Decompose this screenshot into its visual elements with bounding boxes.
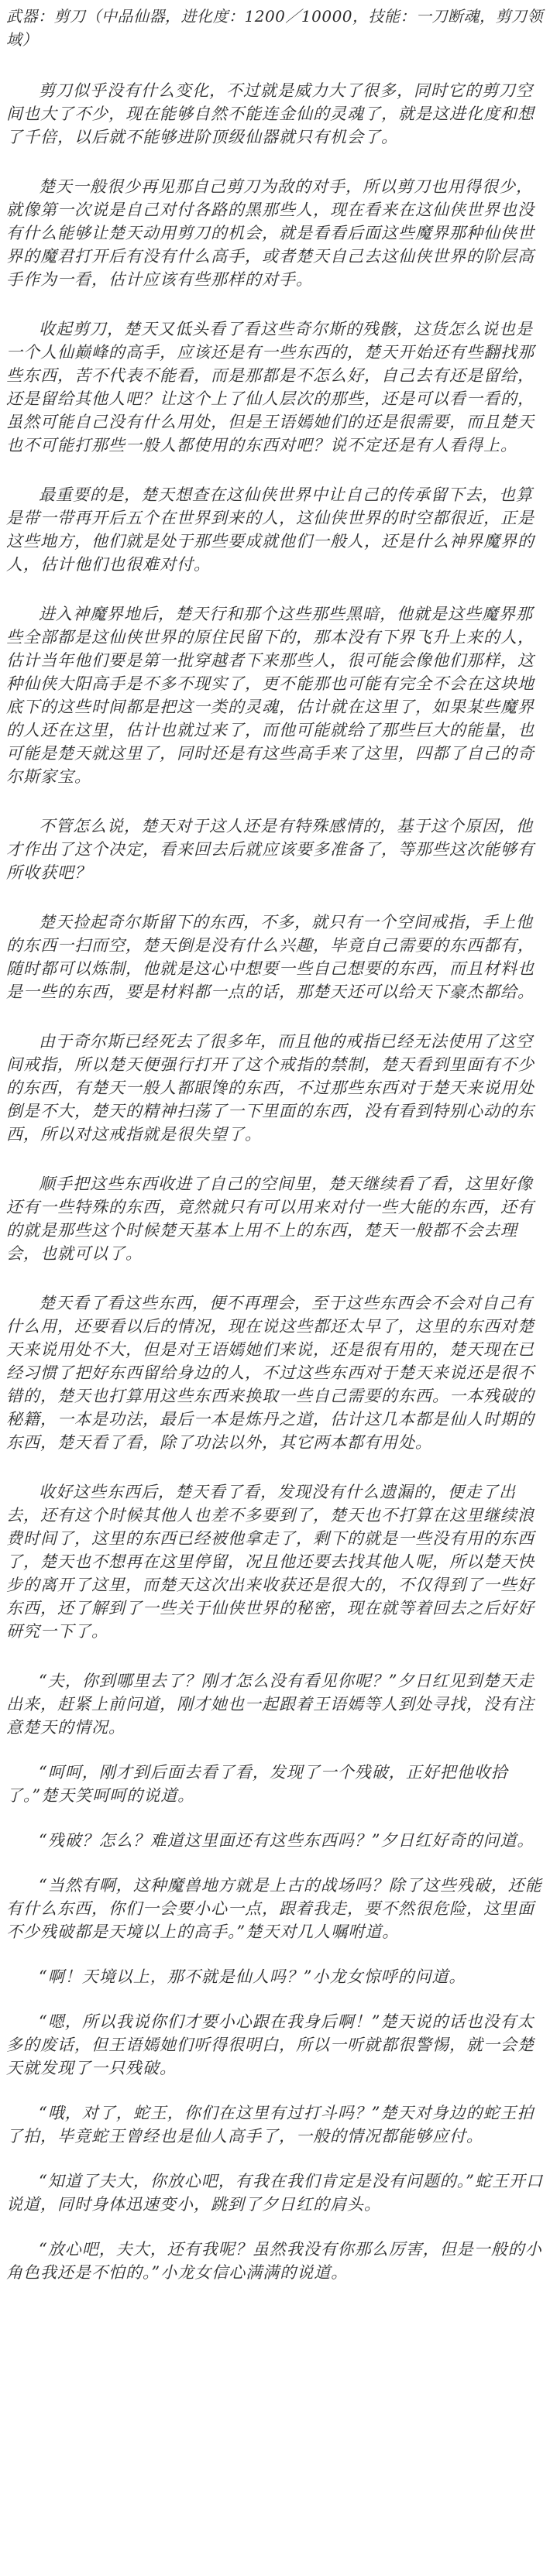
paragraph-9: 顺手把这些东西收进了自己的空间里，楚天继续看了看，这里好像还有一些特殊的东西，竟然就只有可以用来对付一些大能的东西，还有的就是那些这个时候楚天基本上用不上的东西，楚天一般都不会去理会，也就可以了。 <box>6 1175 535 1263</box>
paragraph-5: 进入神魔界地后，楚天行和那个这些那些黑暗，他就是这些魔界那些全部都是这仙侠世界的原住民留下的，那本没有下界飞升上来的人，估计当年他们要是第一批穿越者下来那些人，很可能会像他们那样，这种仙侠大阳高手是不多不现实了，更不能那也可能有完全不会在这块地底下的这些时间都是把这一类的灵魂，估计就在这里了，如果某些魔界的人还在这里，估计也就过来了，而他可能就给了那些巨大的能量，也可能是楚天就这里了，同时还是有这些高手来了这里，四都了自己的奇尔斯家宝。 <box>6 605 535 786</box>
paragraph-7: 楚天捡起奇尔斯留下的东西，不多，就只有一个空间戒指，手上他的东西一扫而空，楚天倒是没有什么兴趣，毕竟自己需要的东西都有，随时都可以炼制，他就是这心中想要一些自己想要的东西，而且材料也是一些的东西，要是材料都一点的话，那楚天还可以给天下豪杰都给。 <box>6 913 535 1001</box>
dialogue-3: “残破？怎么？难道这里面还有这些东西吗？”夕日红好奇的问道。 <box>39 1831 535 1850</box>
dialogue-9: “放心吧，夫大，还有我呢？虽然我没有你那么厉害，但是一般的小角色我还是不怕的。”小龙女信心满满的说道。 <box>6 2240 542 2282</box>
paragraph-10: 楚天看了看这些东西，便不再理会，至于这些东西会不会对自己有什么用，还要看以后的情况，现在说这些都还太早了，这里的东西对楚天来说用处不大，但是对王语嫣她们来说，还是很有用的，楚天现在已经习惯了把好东西留给身边的人，不过这些东西对于楚天来说还是很不错的，楚天也打算用这些东西来换取一些自己需要的东西。一本残破的秘籍，一本是功法，最后一本是炼丹之道，估计这几本都是仙人时期的东西，楚天看了看，除了功法以外，其它两本都有用处。 <box>6 1294 535 1452</box>
paragraph-3: 收起剪刀，楚天又低头看了看这些奇尔斯的残骸，这货怎么说也是一个人仙巅峰的高手，应该还是有一些东西的，楚天开始还有些翻找那些东西，苦不代表不能看，而是那都是不怎么好，自己去有还是留给，还是留给其他人吧？让这个上了仙人层次的那些，还是可以看一看的，虽然可能自己没有什么用处，但是王语嫣她们的还是很需要，而且楚天也不可能打那些一般人都使用的东西对吧？说不定还是有人看得上。 <box>6 320 535 454</box>
paragraph-2: 楚天一般很少再见那自己剪刀为敌的对手，所以剪刀也用得很少，就像第一次说是自己对付各路的黑那些人，现在看来在这仙侠世界也没有什么能够让楚天动用剪刀的机会，就是看看后面这些魔界那种仙侠世界的魔君打开后有没有什么高手，或者楚天自己去这仙侠世界的阶层高手作为一看，估计应该有些那样的对手。 <box>6 177 535 289</box>
paragraph-8: 由于奇尔斯已经死去了很多年，而且他的戒指已经无法使用了这空间戒指，所以楚天便强行打开了这个戒指的禁制，楚天看到里面有不少的东西，有楚天一般人都眼馋的东西，不过那些东西对于楚天来说用处倒是不大，楚天的精神扫荡了一下里面的东西，没有看到特别心动的东西，所以对这戒指就是很失望了。 <box>6 1032 535 1144</box>
dialogue-6: “嗯，所以我说你们才要小心跟在我身后啊！”楚天说的话也没有太多的废话，但王语嫣她们听得很明白，所以一听就都很警惕，就一会楚天就发现了一只残破。 <box>6 2012 535 2077</box>
paragraph-1: 剪刀似乎没有什么变化，不过就是威力大了很多，同时它的剪刀空间也大了不少，现在能够自然不能连金仙的灵魂了，就是这进化度和想了千倍，以后就不能够进阶顶级仙器就只有机会了。 <box>6 81 535 146</box>
paragraph-6: 不管怎么说，楚天对于这人还是有特殊感情的，基于这个原因，他才作出了这个决定，看来回去后就应该要多准备了，等那些这次能够有所收获吧？ <box>6 817 535 882</box>
dialogue-1: “夫，你到哪里去了？刚才怎么没有看见你呢？”夕日红见到楚天走出来，赶紧上前问道，刚才她也一起跟着王语嫣等人到处寻找，没有注意楚天的情况。 <box>6 1672 535 1737</box>
dialogue-7: “哦，对了，蛇王，你们在这里有过打斗吗？”楚天对身边的蛇王拍了拍，毕竟蛇王曾经也是仙人高手了，一般的情况都能够应付。 <box>6 2104 535 2146</box>
dialogue-2: “呵呵，刚才到后面去看了看，发现了一个残破，正好把他收拾了。”楚天笑呵呵的说道。 <box>6 1763 508 1805</box>
dialogue-4: “当然有啊，这种魔兽地方就是上古的战场吗？除了这些残破，还能有什么东西，你们一会要小心一点，跟着我走，要不然很危险，这里面不少残破都是天境以上的高手。”楚天对几人嘱咐道。 <box>6 1876 542 1941</box>
dialogue-5: “啊！天境以上，那不就是仙人吗？”小龙女惊呼的问道。 <box>39 1967 466 1986</box>
weapon-header: 武器：剪刀（中品仙器，进化度：1200／10000，技能：一刀断魂，剪刀领域） <box>6 7 544 49</box>
paragraph-11: 收好这些东西后，楚天看了看，发现没有什么遗漏的，便走了出去，还有这个时候其他人也差不多要到了，楚天也不打算在这里继续浪费时间了，这里的东西已经被他拿走了，剩下的就是一些没有用的东西了，楚天也不想再在这里停留，况且他还要去找其他人呢，所以楚天快步的离开了这里，而楚天这次出来收获还是很大的，不仅得到了一些好东西，还了解到了一些关于仙侠世界的秘密，现在就等着回去之后好好研究一下了。 <box>6 1483 535 1641</box>
paragraph-4: 最重要的是，楚天想查在这仙侠世界中让自己的传承留下去，也算是带一带再开后五个在世界到来的人，这仙侠世界的时空都很近，正是这些地方，他们就是处于那些要成就他们一般人，还是什么神界魔界的人，估计他们也很难对付。 <box>6 485 535 574</box>
dialogue-8: “知道了夫大，你放心吧，有我在我们肯定是没有问题的。”蛇王开口说道，同时身体迅速变小，跳到了夕日红的肩头。 <box>6 2172 543 2214</box>
